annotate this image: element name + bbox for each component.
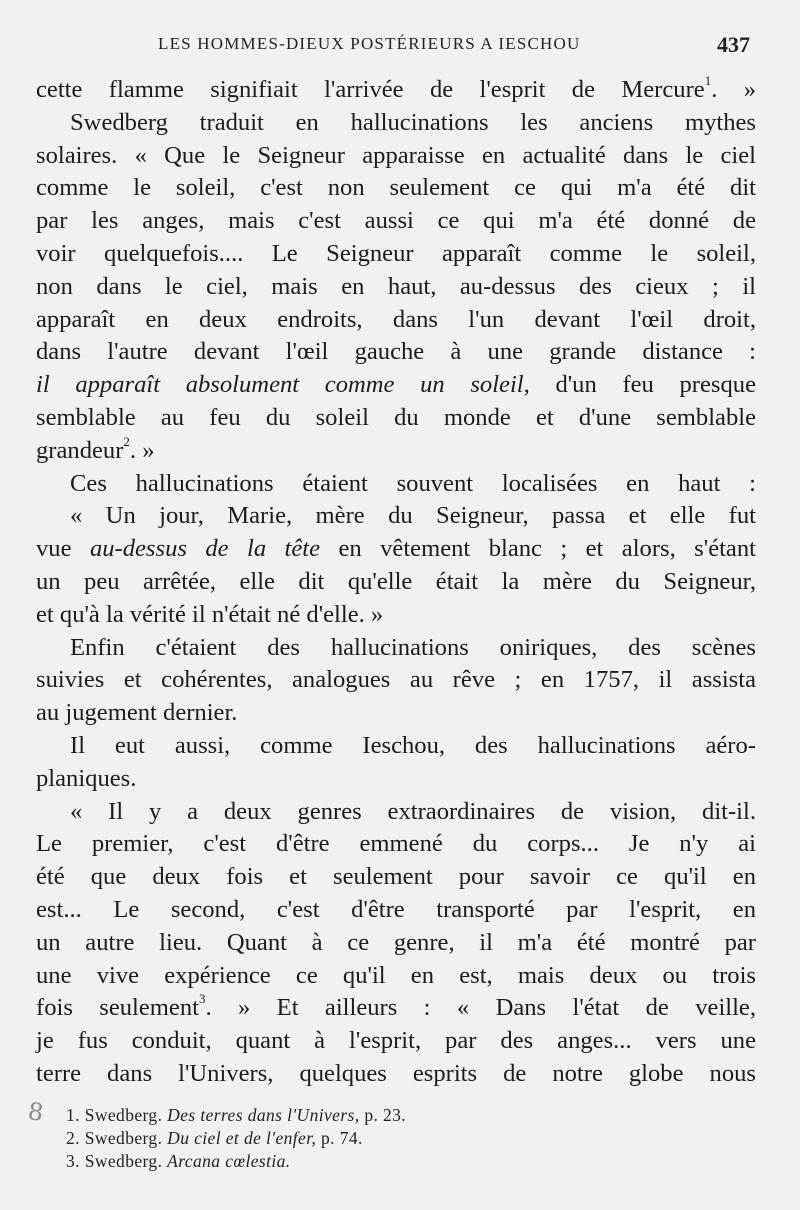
text-line: suivies et cohérentes, analogues au rêve ; en 1757, il assista (36, 666, 756, 694)
text-line: Swedberg traduit en hallucinations les anciens mythes (70, 108, 756, 136)
running-head: LES HOMMES-DIEUX POSTÉRIEURS A IESCHOU (158, 34, 581, 53)
text-line: planiques. (36, 764, 137, 792)
text-line: une vive expérience ce qu'il en est, mais deux ou trois (36, 961, 756, 989)
text-line: est... Le second, c'est d'être transporté par l'esprit, en (36, 895, 756, 923)
text-line: « Il y a deux genres extraordinaires de vision, dit-il. (70, 797, 756, 825)
footnote-3: 3. Swedberg. Arcana cœlestia. (66, 1151, 291, 1171)
text-line: comme le soleil, c'est non seulement ce qui m'a été dit (36, 174, 756, 202)
text-line: au jugement dernier. (36, 699, 238, 727)
text-line: Ces hallucinations étaient souvent localisées en haut : (70, 469, 756, 497)
footnotes (66, 1104, 766, 1173)
text-line: et qu'à la vérité il n'était né d'elle. » (36, 600, 384, 628)
text-line: un peu arrêtée, elle dit qu'elle était la mère du Seigneur, (36, 567, 756, 595)
body-text (36, 74, 756, 1091)
text-line: « Un jour, Marie, mère du Seigneur, passa et elle fut (70, 502, 756, 530)
text-line: Enfin c'étaient des hallucinations oniriques, des scènes (70, 633, 756, 661)
text-line: un autre lieu. Quant à ce genre, il m'a été montré par (36, 928, 756, 956)
text-line: dans l'autre devant l'œil gauche à une grande distance : (36, 338, 756, 366)
text-line: non dans le ciel, mais en haut, au-dessus des cieux ; il (36, 272, 756, 300)
text-line: vue au-dessus de la tête en vêtement blanc ; et alors, s'étant (36, 535, 756, 563)
margin-pencil-mark: 8 (26, 1097, 46, 1127)
text-line: grandeur$^2$. » (36, 433, 155, 464)
text-line: solaires. « Que le Seigneur apparaisse en actualité dans le ciel (36, 141, 756, 169)
footnote-2: 2. Swedberg. Du ciel et de l'enfer, p. 74. (66, 1128, 363, 1148)
text-line: il apparaît absolument comme un soleil, d'un feu presque (36, 371, 756, 399)
page-header (40, 32, 750, 62)
footnote-ref: 3 (198, 991, 206, 1007)
text-line: voir quelquefois.... Le Seigneur apparaît comme le soleil, (36, 239, 756, 267)
text-line: Il eut aussi, comme Ieschou, des hallucinations aéro- (70, 731, 756, 759)
text-line: par les anges, mais c'est aussi ce qui m'a été donné de (36, 207, 756, 235)
text-line: apparaît en deux endroits, dans l'un devant l'œil droit, (36, 305, 756, 333)
text-line: terre dans l'Univers, quelques esprits de notre globe nous (36, 1059, 756, 1087)
text-line: Le premier, c'est d'être emmené du corps... Je n'y ai (36, 830, 756, 858)
text-line: je fus conduit, quant à l'esprit, par des anges... vers une (36, 1027, 756, 1055)
footnote-ref: 2 (123, 433, 130, 449)
text-line: semblable au feu du soleil du monde et d'une semblable (36, 403, 756, 431)
text-line: cette flamme signifiait l'arrivée de l'esprit de Mercure$^1$. » (36, 72, 756, 103)
footnote-1: 1. Swedberg. Des terres dans l'Univers, p. 23. (66, 1105, 407, 1125)
text-line: été que deux fois et seulement pour savoir ce qu'il en (36, 863, 756, 891)
footnote-ref: 1 (704, 72, 712, 88)
text-line: fois seulement$^3$. » Et ailleurs : « Dans l'état de veille, (36, 991, 757, 1022)
page-number: 437 (717, 32, 750, 57)
